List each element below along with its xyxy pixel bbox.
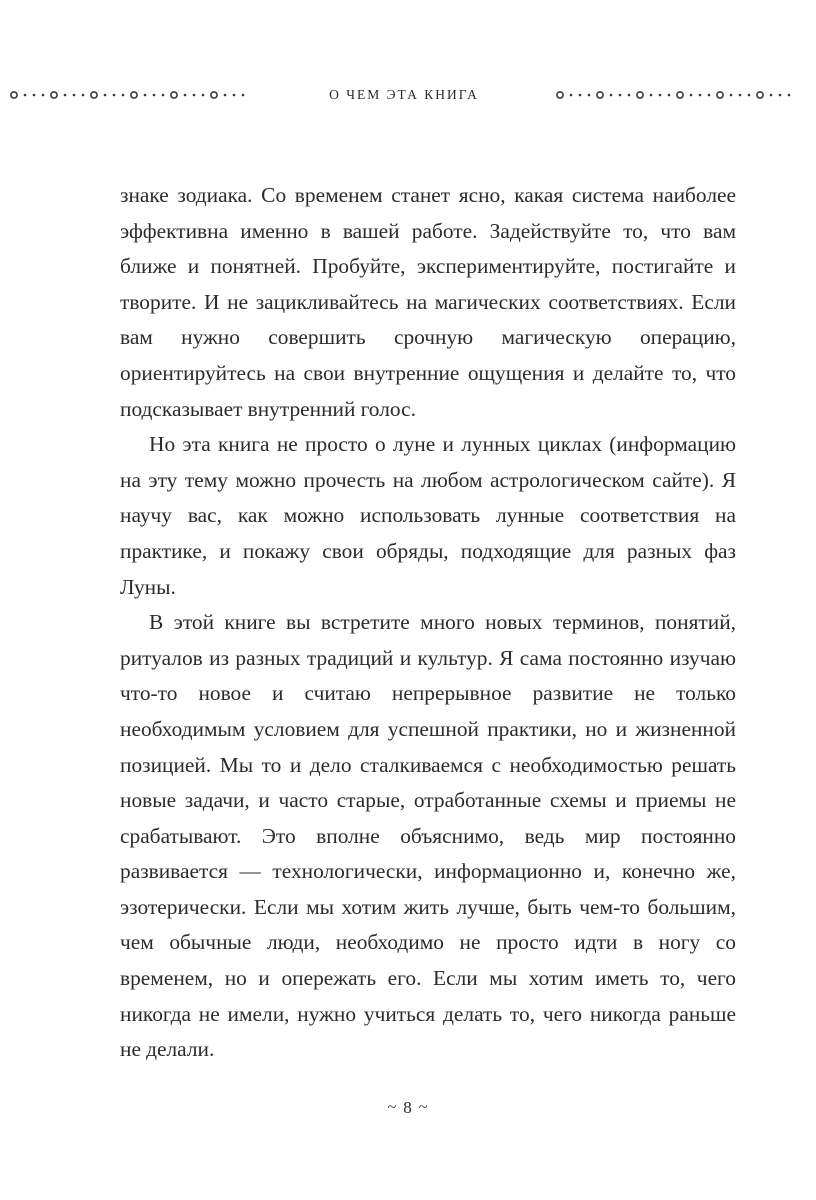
- paragraph-3: В этой книге вы встретите много новых терминов, понятий, ритуалов из разных традиций и культур. Я сама постоянно изучаю что-то новое и считаю непрерывное развитие не только необходимым условием для успешной практики, но и жизненной позицией. Мы то и дело сталкиваемся с необходимостью решать новые задачи, и часто старые, отработанные схемы и приемы не срабатывают. Это вполне объяснимо, ведь мир постоянно развивается — технологически, информационно и, конечно же, эзотерически. Если мы хотим жить лучше, быть чем-то большим, чем обычные люди, необходимо не просто идти в ногу со временем, но и опережать его. Если мы хотим иметь то, чего никогда не имели, нужно учиться делать то, чего никогда раньше не делали.: [120, 610, 736, 1062]
- folio-number: 8: [403, 1098, 413, 1117]
- running-head: [0, 82, 816, 108]
- paragraph-2: Но эта книга не просто о луне и лунных циклах (информацию на эту тему можно прочесть на любом астрологическом сайте). Я научу вас, как можно использовать лунные соответствия на практике, и покажу свои обряды, подходящие для разных фаз Луны.: [120, 432, 736, 599]
- dotted-rule-ornament-left-icon: [8, 88, 254, 102]
- dotted-rule-ornament-right-icon: [554, 88, 800, 102]
- folio-tilde-left: ~: [387, 1099, 398, 1116]
- body-text: [120, 178, 736, 1068]
- folio-tilde-right: ~: [418, 1099, 429, 1116]
- running-head-title: О ЧЕМ ЭТА КНИГА: [329, 86, 479, 102]
- paragraph-1: знаке зодиака. Со временем станет ясно, какая система наиболее эффективна именно в вашей работе. Задействуйте то, что вам ближе и понятней. Пробуйте, экспериментируйте, постигайте и творите. И не зацикливайтесь на магических соответствиях. Если вам нужно совершить срочную магическую операцию, ориентируйтесь на свои внутренние ощущения и делайте то, что подсказывает внутренний голос.: [120, 183, 736, 421]
- page-number-footer: [0, 1098, 816, 1118]
